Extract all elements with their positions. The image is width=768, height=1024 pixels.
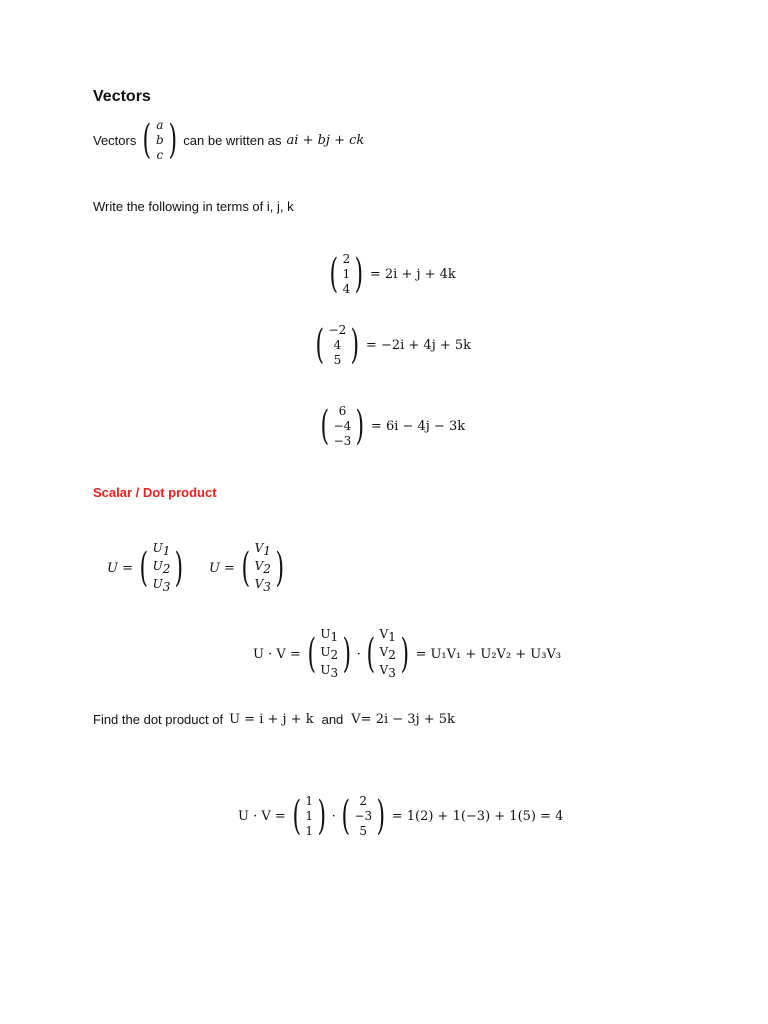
intro-prefix: Vectors: [93, 132, 137, 148]
definitions-row: [107, 541, 287, 595]
example-2: [312, 322, 471, 368]
u-sub-1: 1: [162, 544, 171, 558]
dot-product-formula: [253, 627, 561, 681]
example-2-v2: 4: [333, 337, 342, 352]
example-3-vector: ( 6 −4 −3 ): [320, 403, 365, 449]
example-1-v3: 4: [342, 281, 351, 296]
v-sub-3: 3: [263, 580, 271, 594]
solution-u-vector: ( 1 1 1 ): [292, 793, 327, 839]
formula-u-sub-1: 1: [330, 630, 339, 644]
v-vector-3: V: [254, 577, 264, 591]
formula-u-vector: ( U1 U2 U3 ): [307, 627, 352, 680]
solution-u-2: 1: [305, 808, 314, 823]
formula-rhs: = U₁V₁ + U₂V₂ + U₃V₃: [415, 646, 562, 662]
u-vector-3: U: [152, 577, 163, 591]
question-v: V= 2i − 3j + 5k: [351, 712, 455, 727]
u-vector-1: U: [152, 541, 163, 555]
example-2-v3: 5: [333, 352, 342, 367]
u-sub-2: 2: [162, 562, 171, 576]
formula-lhs: U · V =: [253, 646, 301, 662]
solution-lhs: U · V =: [238, 808, 286, 824]
formula-v-2: V: [379, 645, 389, 659]
formula-u-3: U: [320, 663, 331, 677]
formula-u-1: U: [320, 627, 331, 641]
scalar-dot-heading: Scalar / Dot product: [93, 485, 217, 500]
v-vector-1: V: [254, 541, 264, 555]
instruction-text: Write the following in terms of i, j, k: [93, 199, 294, 214]
u-sub-3: 3: [162, 580, 171, 594]
solution-v-3: 5: [359, 823, 368, 838]
solution-rhs: = 1(2) + 1(−3) + 1(5) = 4: [391, 808, 564, 824]
solution-u-1: 1: [305, 793, 314, 808]
example-3: [317, 403, 465, 449]
question-line: [93, 712, 455, 727]
intro-vector-b: b: [155, 132, 164, 147]
solution-v-vector: ( 2 −3 5 ): [341, 793, 386, 839]
example-1: [326, 251, 456, 297]
intro-expression: ai + bj + ck: [286, 132, 365, 148]
question-prefix: Find the dot product of: [93, 712, 224, 727]
v-sub-2: 2: [263, 562, 271, 576]
v-vector-2: V: [254, 559, 264, 573]
u-vector-2: U: [152, 559, 163, 573]
intro-vector: ( a b c ): [142, 117, 177, 163]
v-vector: ( V1 V2 V3 ): [241, 541, 284, 594]
formula-u-sub-3: 3: [330, 666, 339, 680]
formula-v-sub-2: 2: [388, 648, 396, 662]
example-1-v2: 1: [342, 266, 351, 281]
solution-u-3: 1: [305, 823, 314, 838]
formula-v-sub-1: 1: [388, 630, 396, 644]
example-3-result: = 6i − 4j − 3k: [370, 418, 466, 434]
intro-vector-c: c: [156, 147, 164, 162]
intro-vector-a: a: [156, 117, 164, 132]
formula-v-3: V: [379, 663, 389, 677]
page-title: Vectors: [93, 88, 151, 105]
example-1-vector: ( 2 1 4 ): [329, 251, 364, 297]
example-1-result: = 2i + j + 4k: [369, 266, 456, 282]
intro-line: [93, 117, 364, 163]
example-3-v1: 6: [338, 403, 347, 418]
solution-v-2: −3: [354, 808, 373, 823]
example-1-v1: 2: [342, 251, 351, 266]
example-2-v1: −2: [328, 322, 347, 337]
v-sub-1: 1: [263, 544, 271, 558]
u-vector: ( U1 U2 U3 ): [139, 541, 184, 594]
formula-dot: ·: [356, 646, 361, 662]
example-3-v3: −3: [333, 433, 352, 448]
question-and: and: [321, 712, 344, 727]
example-2-result: = −2i + 4j + 5k: [365, 337, 472, 353]
u-label: U =: [107, 560, 133, 576]
v-label: U =: [208, 560, 235, 576]
solution: [238, 793, 563, 839]
formula-v-1: V: [379, 627, 389, 641]
example-3-v2: −4: [333, 418, 352, 433]
intro-middle: can be written as: [183, 132, 282, 148]
formula-u-2: U: [320, 645, 331, 659]
question-u: U = i + j + k: [229, 712, 314, 727]
example-2-vector: ( −2 4 5 ): [315, 322, 360, 368]
formula-u-sub-2: 2: [330, 648, 339, 662]
solution-v-1: 2: [359, 793, 368, 808]
solution-dot: ·: [331, 808, 336, 824]
formula-v-sub-3: 3: [388, 666, 396, 680]
formula-v-vector: ( V1 V2 V3 ): [366, 627, 409, 680]
